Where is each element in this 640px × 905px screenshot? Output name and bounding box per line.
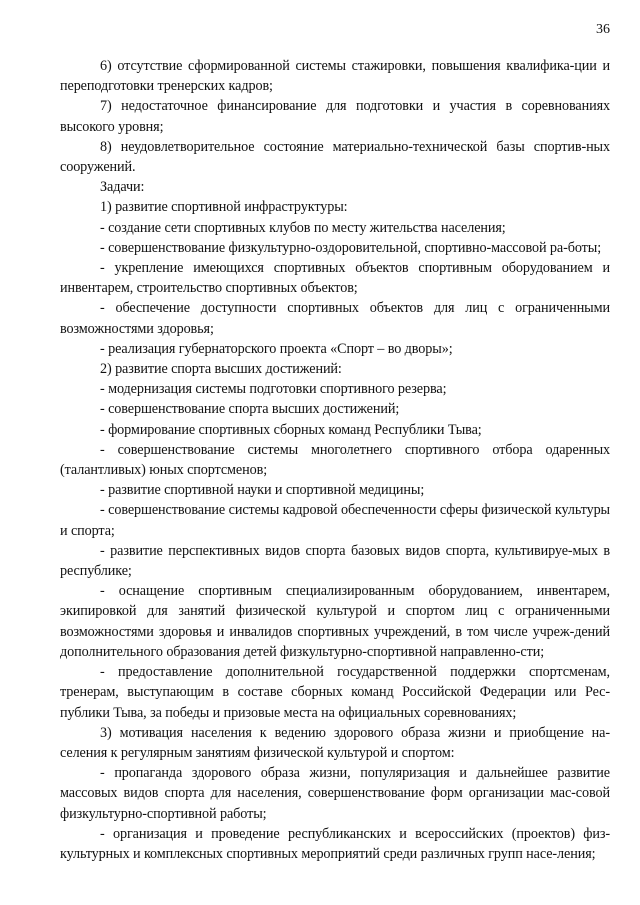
task-2-item: - совершенствование системы многолетнего спортивного отбора одаренных (талантливых) юных спортсменов; <box>60 441 610 479</box>
task-2-item: - формирование спортивных сборных команд Республики Тыва; <box>100 421 482 438</box>
task-2-item: - развитие перспективных видов спорта базовых видов спорта, культивируе-мых в республике; <box>60 542 610 580</box>
paragraph-item-7: 7) недостаточное финансирование для подготовки и участия в соревнованиях высокого уровня; <box>60 98 610 135</box>
task-2-heading: 2) развитие спорта высших достижений: <box>100 361 342 378</box>
task-2-item: - развитие спортивной науки и спортивной медицины; <box>100 482 425 499</box>
task-1-item: - создание сети спортивных клубов по месту жительства населения; <box>100 219 506 236</box>
page-number: 36 <box>596 22 610 37</box>
task-2-item: - модернизация системы подготовки спортивного резерва; <box>100 381 447 398</box>
document-body <box>60 56 610 864</box>
task-2-item: - оснащение спортивным специализированным оборудованием, инвентарем, экипировкой для занятий физической культурой и спортом лиц с ограниченными возможностями здоровья и инвалидов спортивных учреждений, в том числе учреж-дений дополнительного образования детей физкультурно-спортивной направленно-сти; <box>60 583 610 660</box>
task-1-item: - укрепление имеющихся спортивных объектов спортивным оборудованием и инвентарем, строительство спортивных объектов; <box>60 260 610 297</box>
task-2-item: - совершенствование спорта высших достижений; <box>100 401 400 418</box>
task-2-item: - совершенствование системы кадровой обеспеченности сферы физической культуры и спорта; <box>60 502 610 539</box>
tasks-heading: Задачи: <box>100 179 145 196</box>
task-2-item: - предоставление дополнительной государственной поддержки спортсменам, тренерам, выступающим в составе сборных команд Российской Федерации или Рес-публики Тыва, за победы и призовые места на официальных соревнованиях; <box>60 664 610 721</box>
task-3-item: - организация и проведение республиканских и всероссийских (проектов) физ-культурных и комплексных спортивных мероприятий среди различных групп насе-ления; <box>60 825 610 862</box>
task-1-item: - совершенствование физкультурно-оздоровительной, спортивно-массовой ра-боты; <box>100 239 602 256</box>
paragraph-item-6: 6) отсутствие сформированной системы стажировки, повышения квалифика-ции и переподготовки тренерских кадров; <box>60 58 610 95</box>
paragraph-item-8: 8) неудовлетворительное состояние материально-технической базы спортив-ных сооружений. <box>60 138 610 176</box>
task-1-item: - обеспечение доступности спортивных объектов для лиц с ограниченными возможностями здоровья; <box>60 300 610 337</box>
task-3-heading: 3) мотивация населения к ведению здорового образа жизни и приобщение на-селения к регулярным занятиям физической культурой и спортом: <box>60 724 610 761</box>
task-1-item: - реализация губернаторского проекта «Спорт – во дворы»; <box>100 340 453 357</box>
task-3-item: - пропаганда здорового образа жизни, популяризация и дальнейшее развитие массовых видов спорта для населения, совершенствование форм организации мас-совой физкультурно-спортивной работы; <box>60 765 610 822</box>
task-1-heading: 1) развитие спортивной инфраструктуры: <box>100 199 348 216</box>
